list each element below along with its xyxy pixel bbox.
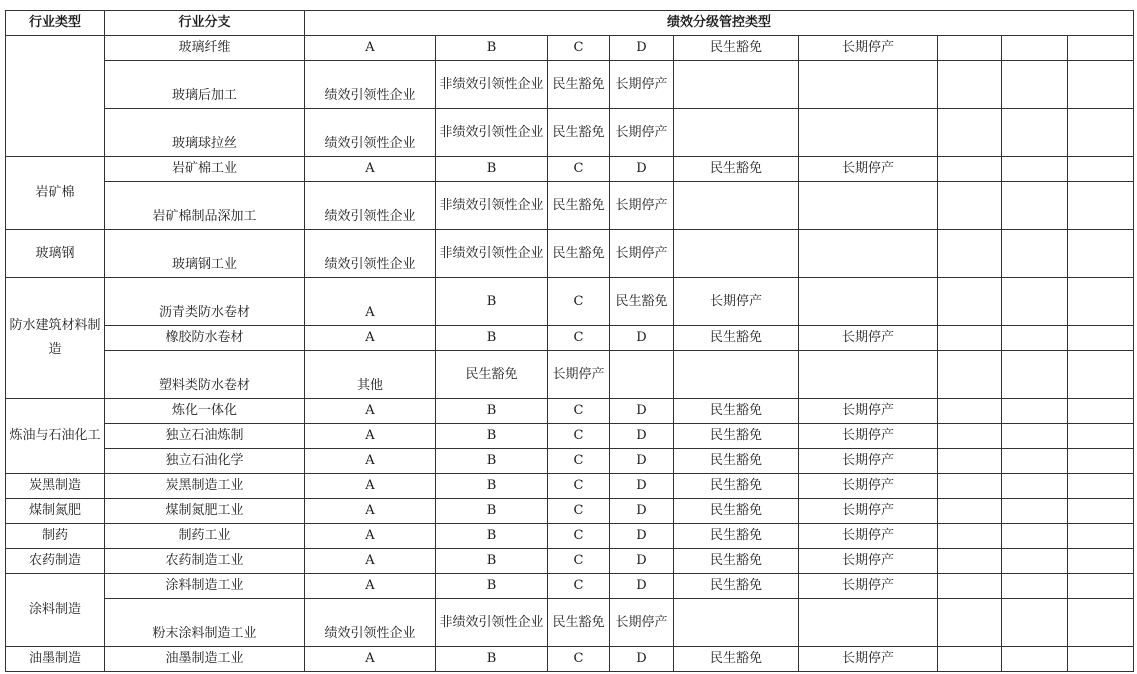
grade-cell: A xyxy=(305,474,436,499)
table-row xyxy=(6,230,1134,278)
branch-cell: 玻璃后加工 xyxy=(105,61,305,109)
branch-cell: 岩矿棉工业 xyxy=(105,157,305,182)
grade-cell: 民生豁免 xyxy=(674,574,799,599)
grade-cell: 民生豁免 xyxy=(674,449,799,474)
grade-cell: B xyxy=(436,524,548,549)
empty-cell xyxy=(1068,574,1134,599)
grade-cell: D xyxy=(610,424,674,449)
empty-cell xyxy=(1068,61,1134,109)
branch-cell: 炼化一体化 xyxy=(105,399,305,424)
grade-cell: C xyxy=(548,549,610,574)
empty-cell xyxy=(1002,351,1068,399)
branch-cell: 粉末涂料制造工业 xyxy=(105,599,305,647)
grade-cell: 长期停产 xyxy=(799,647,938,672)
empty-cell xyxy=(1002,278,1068,326)
category-cell: 涂料制造 xyxy=(6,574,105,647)
table-row xyxy=(6,278,1134,326)
grade-cell: 绩效引领性企业 xyxy=(305,599,436,647)
table-row xyxy=(6,36,1134,61)
category-cell: 制药 xyxy=(6,524,105,549)
branch-cell: 塑料类防水卷材 xyxy=(105,351,305,399)
grade-cell: B xyxy=(436,499,548,524)
grade-cell: C xyxy=(548,574,610,599)
grade-cell: A xyxy=(305,36,436,61)
grade-cell: 长期停产 xyxy=(610,61,674,109)
empty-cell xyxy=(674,61,799,109)
empty-cell xyxy=(1002,109,1068,157)
header-classification: 绩效分级管控类型 xyxy=(305,11,1134,36)
grade-cell: A xyxy=(305,424,436,449)
empty-cell xyxy=(1002,61,1068,109)
empty-cell xyxy=(1068,424,1134,449)
grade-cell: 民生豁免 xyxy=(674,157,799,182)
grade-cell: D xyxy=(610,647,674,672)
grade-cell: 民生豁免 xyxy=(674,549,799,574)
grade-cell: 民生豁免 xyxy=(548,109,610,157)
empty-cell xyxy=(1002,424,1068,449)
category-cell: 防水建筑材料制造 xyxy=(6,278,105,399)
grade-cell: 绩效引领性企业 xyxy=(305,109,436,157)
empty-cell xyxy=(1002,157,1068,182)
grade-cell: C xyxy=(548,474,610,499)
table-row xyxy=(6,399,1134,424)
table-row xyxy=(6,61,1134,109)
table-row xyxy=(6,449,1134,474)
grade-cell: 长期停产 xyxy=(799,499,938,524)
empty-cell xyxy=(799,182,938,230)
empty-cell xyxy=(1068,182,1134,230)
grade-cell: 长期停产 xyxy=(799,574,938,599)
empty-cell xyxy=(1002,647,1068,672)
grade-cell: 绩效引领性企业 xyxy=(305,230,436,278)
empty-cell xyxy=(674,109,799,157)
empty-cell xyxy=(938,351,1002,399)
grade-cell: A xyxy=(305,647,436,672)
grade-cell: 民生豁免 xyxy=(674,326,799,351)
empty-cell xyxy=(1068,647,1134,672)
empty-cell xyxy=(1068,474,1134,499)
category-cell: 岩矿棉 xyxy=(6,157,105,230)
empty-cell xyxy=(938,182,1002,230)
grade-cell: D xyxy=(610,524,674,549)
empty-cell xyxy=(1068,109,1134,157)
grade-cell: 非绩效引领性企业 xyxy=(436,182,548,230)
grade-cell: D xyxy=(610,326,674,351)
table-row xyxy=(6,351,1134,399)
branch-cell: 岩矿棉制品深加工 xyxy=(105,182,305,230)
empty-cell xyxy=(799,278,938,326)
category-cell xyxy=(6,36,105,157)
grade-cell: B xyxy=(436,157,548,182)
empty-cell xyxy=(1068,36,1134,61)
grade-cell: 非绩效引领性企业 xyxy=(436,230,548,278)
branch-cell: 煤制氮肥工业 xyxy=(105,499,305,524)
empty-cell xyxy=(1068,399,1134,424)
empty-cell xyxy=(1002,230,1068,278)
grade-cell: C xyxy=(548,326,610,351)
grade-cell: 长期停产 xyxy=(610,109,674,157)
grade-cell: C xyxy=(548,499,610,524)
grade-cell: B xyxy=(436,399,548,424)
table-row xyxy=(6,549,1134,574)
grade-cell: 民生豁免 xyxy=(548,182,610,230)
grade-cell: A xyxy=(305,574,436,599)
grade-cell: 长期停产 xyxy=(548,351,610,399)
empty-cell xyxy=(938,599,1002,647)
grade-cell: 非绩效引领性企业 xyxy=(436,599,548,647)
empty-cell xyxy=(674,230,799,278)
branch-cell: 玻璃钢工业 xyxy=(105,230,305,278)
header-category: 行业类型 xyxy=(6,11,105,36)
empty-cell xyxy=(1068,549,1134,574)
empty-cell xyxy=(799,230,938,278)
grade-cell: D xyxy=(610,549,674,574)
empty-cell xyxy=(799,351,938,399)
grade-cell: B xyxy=(436,424,548,449)
grade-cell: B xyxy=(436,326,548,351)
empty-cell xyxy=(1002,574,1068,599)
grade-cell: 长期停产 xyxy=(610,599,674,647)
empty-cell xyxy=(938,574,1002,599)
grade-cell: 民生豁免 xyxy=(674,524,799,549)
grade-cell: B xyxy=(436,474,548,499)
grade-cell: 其他 xyxy=(305,351,436,399)
grade-cell: B xyxy=(436,647,548,672)
empty-cell xyxy=(1002,399,1068,424)
grade-cell: 非绩效引领性企业 xyxy=(436,61,548,109)
table-row xyxy=(6,647,1134,672)
branch-cell: 独立石油炼制 xyxy=(105,424,305,449)
empty-cell xyxy=(1002,36,1068,61)
grade-cell: 民生豁免 xyxy=(610,278,674,326)
empty-cell xyxy=(799,109,938,157)
table-row xyxy=(6,424,1134,449)
empty-cell xyxy=(1002,524,1068,549)
empty-cell xyxy=(938,61,1002,109)
grade-cell: 长期停产 xyxy=(799,549,938,574)
grade-cell: D xyxy=(610,36,674,61)
empty-cell xyxy=(938,230,1002,278)
grade-cell: A xyxy=(305,549,436,574)
empty-cell xyxy=(674,182,799,230)
table-row xyxy=(6,326,1134,351)
grade-cell: D xyxy=(610,574,674,599)
category-cell: 煤制氮肥 xyxy=(6,499,105,524)
empty-cell xyxy=(938,449,1002,474)
header-branch: 行业分支 xyxy=(105,11,305,36)
empty-cell xyxy=(674,599,799,647)
empty-cell xyxy=(938,36,1002,61)
grade-cell: 长期停产 xyxy=(799,524,938,549)
empty-cell xyxy=(938,399,1002,424)
empty-cell xyxy=(1002,449,1068,474)
grade-cell: 民生豁免 xyxy=(548,599,610,647)
grade-cell: D xyxy=(610,499,674,524)
grade-cell: 长期停产 xyxy=(799,326,938,351)
grade-cell: C xyxy=(548,399,610,424)
empty-cell xyxy=(938,109,1002,157)
branch-cell: 涂料制造工业 xyxy=(105,574,305,599)
empty-cell xyxy=(938,157,1002,182)
grade-cell: 绩效引领性企业 xyxy=(305,61,436,109)
branch-cell: 独立石油化学 xyxy=(105,449,305,474)
empty-cell xyxy=(1068,230,1134,278)
grade-cell: 长期停产 xyxy=(799,424,938,449)
grade-cell: A xyxy=(305,326,436,351)
empty-cell xyxy=(1002,499,1068,524)
grade-cell: C xyxy=(548,524,610,549)
grade-cell: 长期停产 xyxy=(610,230,674,278)
grade-cell: C xyxy=(548,424,610,449)
grade-cell: B xyxy=(436,549,548,574)
grade-cell: 长期停产 xyxy=(799,36,938,61)
empty-cell xyxy=(1068,524,1134,549)
grade-cell: 民生豁免 xyxy=(674,499,799,524)
branch-cell: 玻璃纤维 xyxy=(105,36,305,61)
table-row xyxy=(6,499,1134,524)
category-cell: 炼油与石油化工 xyxy=(6,399,105,474)
grade-cell: 长期停产 xyxy=(610,182,674,230)
performance-classification-table xyxy=(5,10,1134,672)
grade-cell: 民生豁免 xyxy=(674,399,799,424)
empty-cell xyxy=(1068,278,1134,326)
empty-cell xyxy=(1002,182,1068,230)
grade-cell: D xyxy=(610,474,674,499)
branch-cell: 油墨制造工业 xyxy=(105,647,305,672)
grade-cell: A xyxy=(305,399,436,424)
grade-cell: 长期停产 xyxy=(799,157,938,182)
grade-cell: 长期停产 xyxy=(799,399,938,424)
branch-cell: 制药工业 xyxy=(105,524,305,549)
empty-cell xyxy=(1002,474,1068,499)
empty-cell xyxy=(674,351,799,399)
grade-cell: 民生豁免 xyxy=(674,474,799,499)
grade-cell: A xyxy=(305,524,436,549)
grade-cell: D xyxy=(610,157,674,182)
empty-cell xyxy=(1068,157,1134,182)
empty-cell xyxy=(938,278,1002,326)
branch-cell: 农药制造工业 xyxy=(105,549,305,574)
branch-cell: 玻璃球拉丝 xyxy=(105,109,305,157)
grade-cell: D xyxy=(610,449,674,474)
empty-cell xyxy=(1068,449,1134,474)
grade-cell: C xyxy=(548,278,610,326)
table-row xyxy=(6,524,1134,549)
category-cell: 油墨制造 xyxy=(6,647,105,672)
grade-cell: 民生豁免 xyxy=(674,647,799,672)
empty-cell xyxy=(1002,549,1068,574)
empty-cell xyxy=(938,474,1002,499)
grade-cell: B xyxy=(436,449,548,474)
empty-cell xyxy=(1068,351,1134,399)
grade-cell: B xyxy=(436,36,548,61)
header-row xyxy=(6,11,1134,36)
table-row xyxy=(6,574,1134,599)
table-row xyxy=(6,109,1134,157)
grade-cell: 民生豁免 xyxy=(674,424,799,449)
grade-cell: 民生豁免 xyxy=(674,36,799,61)
grade-cell: 长期停产 xyxy=(799,449,938,474)
grade-cell: C xyxy=(548,647,610,672)
grade-cell: C xyxy=(548,36,610,61)
grade-cell: 长期停产 xyxy=(799,474,938,499)
grade-cell: C xyxy=(548,157,610,182)
grade-cell: A xyxy=(305,449,436,474)
empty-cell xyxy=(1002,599,1068,647)
empty-cell xyxy=(1002,326,1068,351)
grade-cell: C xyxy=(548,449,610,474)
category-cell: 炭黑制造 xyxy=(6,474,105,499)
empty-cell xyxy=(938,549,1002,574)
grade-cell: 民生豁免 xyxy=(548,230,610,278)
grade-cell: B xyxy=(436,278,548,326)
grade-cell: 非绩效引领性企业 xyxy=(436,109,548,157)
empty-cell xyxy=(1068,326,1134,351)
grade-cell: 长期停产 xyxy=(674,278,799,326)
empty-cell xyxy=(610,351,674,399)
empty-cell xyxy=(938,499,1002,524)
category-cell: 农药制造 xyxy=(6,549,105,574)
empty-cell xyxy=(799,61,938,109)
branch-cell: 炭黑制造工业 xyxy=(105,474,305,499)
empty-cell xyxy=(938,524,1002,549)
empty-cell xyxy=(799,599,938,647)
empty-cell xyxy=(1068,599,1134,647)
grade-cell: A xyxy=(305,499,436,524)
grade-cell: 民生豁免 xyxy=(436,351,548,399)
category-cell: 玻璃钢 xyxy=(6,230,105,278)
empty-cell xyxy=(938,647,1002,672)
grade-cell: B xyxy=(436,574,548,599)
table-row xyxy=(6,599,1134,647)
grade-cell: 民生豁免 xyxy=(548,61,610,109)
grade-cell: A xyxy=(305,278,436,326)
table-row xyxy=(6,157,1134,182)
grade-cell: D xyxy=(610,399,674,424)
grade-cell: 绩效引领性企业 xyxy=(305,182,436,230)
branch-cell: 橡胶防水卷材 xyxy=(105,326,305,351)
empty-cell xyxy=(938,326,1002,351)
table-row xyxy=(6,182,1134,230)
table-row xyxy=(6,474,1134,499)
empty-cell xyxy=(1068,499,1134,524)
grade-cell: A xyxy=(305,157,436,182)
empty-cell xyxy=(938,424,1002,449)
branch-cell: 沥青类防水卷材 xyxy=(105,278,305,326)
